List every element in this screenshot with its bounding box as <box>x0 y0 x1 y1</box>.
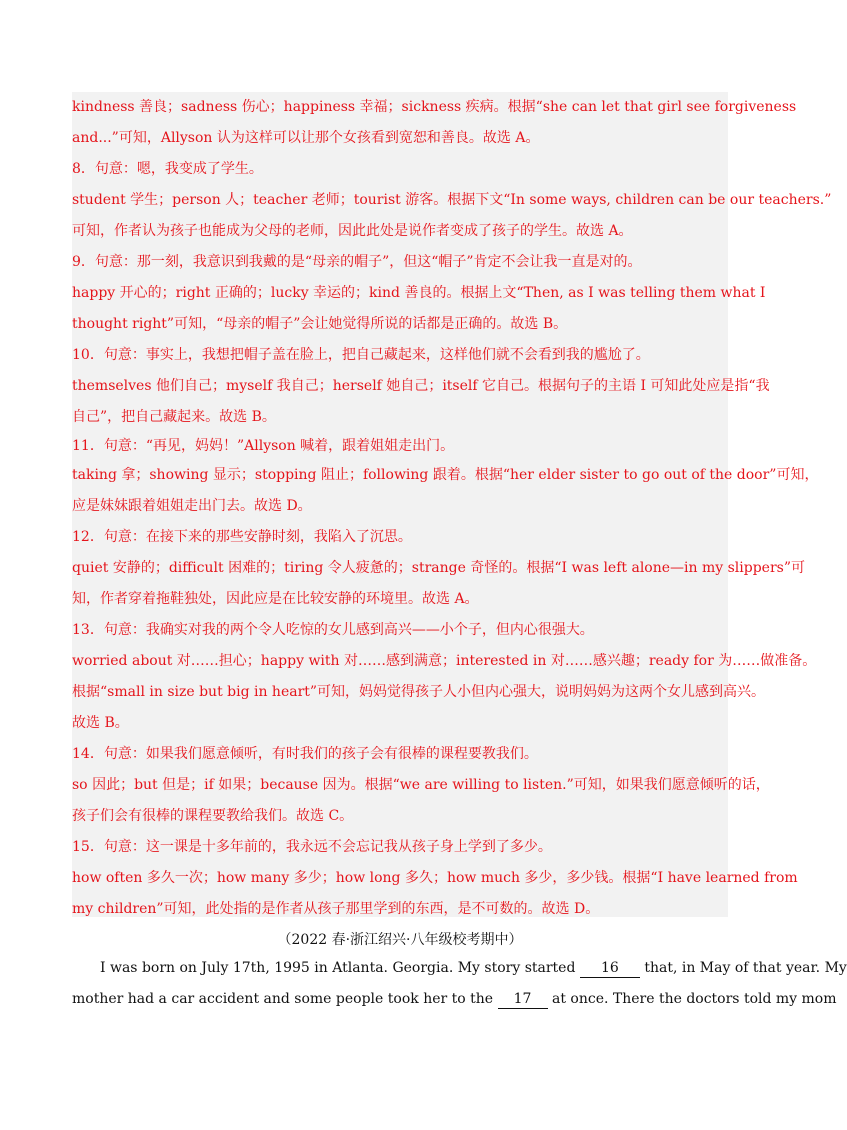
answer-line: 14．句意：如果我们愿意倾听，有时我们的孩子会有很棒的课程要教我们。 <box>72 746 538 762</box>
answer-line: 应是妹妹跟着姐姐走出门去。故选 D。 <box>72 498 312 514</box>
answer-line: 故选 B。 <box>72 715 129 731</box>
answer-line: taking 拿；showing 显示；stopping 阻止；following 跟着。根据“her elder sister to go out of the door”可知， <box>72 467 819 483</box>
answer-line: thought right”可知，“母亲的帽子”会让她觉得所说的话都是正确的。故选 B。 <box>72 316 568 332</box>
answer-line: 10．句意：事实上，我想把帽子盖在脸上，把自己藏起来，这样他们就不会看到我的尴尬了。 <box>72 347 650 363</box>
answer-line: 可知，作者认为孩子也能成为父母的老师，因此此处是说作者变成了孩子的学生。故选 A。 <box>72 223 633 239</box>
answer-line: worried about 对……担心；happy with 对……感到满意；interested in 对……感兴趣；ready for 为……做准备。 <box>72 653 817 669</box>
answer-line: student 学生；person 人；teacher 老师；tourist 游客。根据下文“In some ways, children can be our teachers.” <box>72 192 832 208</box>
answer-line: kindness 善良；sadness 伤心；happiness 幸福；sickness 疾病。根据“she can let that girl see forgiveness <box>72 99 797 115</box>
answer-line: 孩子们会有很棒的课程要教给我们。故选 C。 <box>72 808 354 824</box>
answer-line: 9．句意：那一刻，我意识到我戴的是“母亲的帽子”，但这“帽子”肯定不会让我一直是对的。 <box>72 254 642 270</box>
passage-text: that, in May of that year. My <box>644 960 847 976</box>
answer-line: 15．句意：这一课是十多年前的，我永远不会忘记我从孩子身上学到了多少。 <box>72 839 552 855</box>
answer-line: themselves 他们自己；myself 我自己；herself 她自己；itself 它自己。根据句子的主语 I 可知此处应是指“我 <box>72 378 770 394</box>
passage-text: I was born on July 17th, 1995 in Atlanta. Georgia. My story started <box>100 960 576 976</box>
answer-line: happy 开心的；right 正确的；lucky 幸运的；kind 善良的。根据上文“Then, as I was telling them what I <box>72 285 766 301</box>
answer-line: quiet 安静的；difficult 困难的；tiring 令人疲惫的；strange 奇怪的。根据“I was left alone—in my slippers”可 <box>72 560 805 576</box>
answer-line: 根据“small in size but big in heart”可知，妈妈觉得孩子人小但内心强大，说明妈妈为这两个女儿感到高兴。 <box>72 684 766 700</box>
passage-line-1 <box>100 958 847 978</box>
answer-line: my children”可知，此处指的是作者从孩子那里学到的东西，是不可数的。故选 D。 <box>72 901 600 917</box>
answer-line: 8．句意：嗯，我变成了学生。 <box>72 161 263 177</box>
answer-line: and...”可知，Allyson 认为这样可以让那个女孩看到宽恕和善良。故选 A。 <box>72 130 540 146</box>
passage-text: mother had a car accident and some people took her to the <box>72 991 494 1007</box>
answer-line: 知，作者穿着拖鞋独处，因此应是在比较安静的环境里。故选 A。 <box>72 591 479 607</box>
blank-16[interactable]: 16 <box>580 959 640 978</box>
answer-line: 13．句意：我确实对我的两个令人吃惊的女儿感到高兴——小个子，但内心很强大。 <box>72 622 594 638</box>
answer-line: so 因此；but 但是；if 如果；because 因为。根据“we are willing to listen.”可知，如果我们愿意倾听的话， <box>72 777 770 793</box>
passage-line-2 <box>72 989 837 1009</box>
answer-line: 自己”，把自己藏起来。故选 B。 <box>72 409 276 425</box>
answer-line: 11．句意：“再见，妈妈！”Allyson 喊着，跟着姐姐走出门。 <box>72 438 455 454</box>
question-source: （2022 春·浙江绍兴·八年级校考期中） <box>277 932 523 948</box>
blank-17[interactable]: 17 <box>498 990 548 1009</box>
passage-text: at once. There the doctors told my mom <box>551 991 837 1007</box>
answer-line: how often 多久一次；how many 多少；how long 多久；how much 多少，多少钱。根据“I have learned from <box>72 870 798 886</box>
answer-line: 12．句意：在接下来的那些安静时刻，我陷入了沉思。 <box>72 529 412 545</box>
